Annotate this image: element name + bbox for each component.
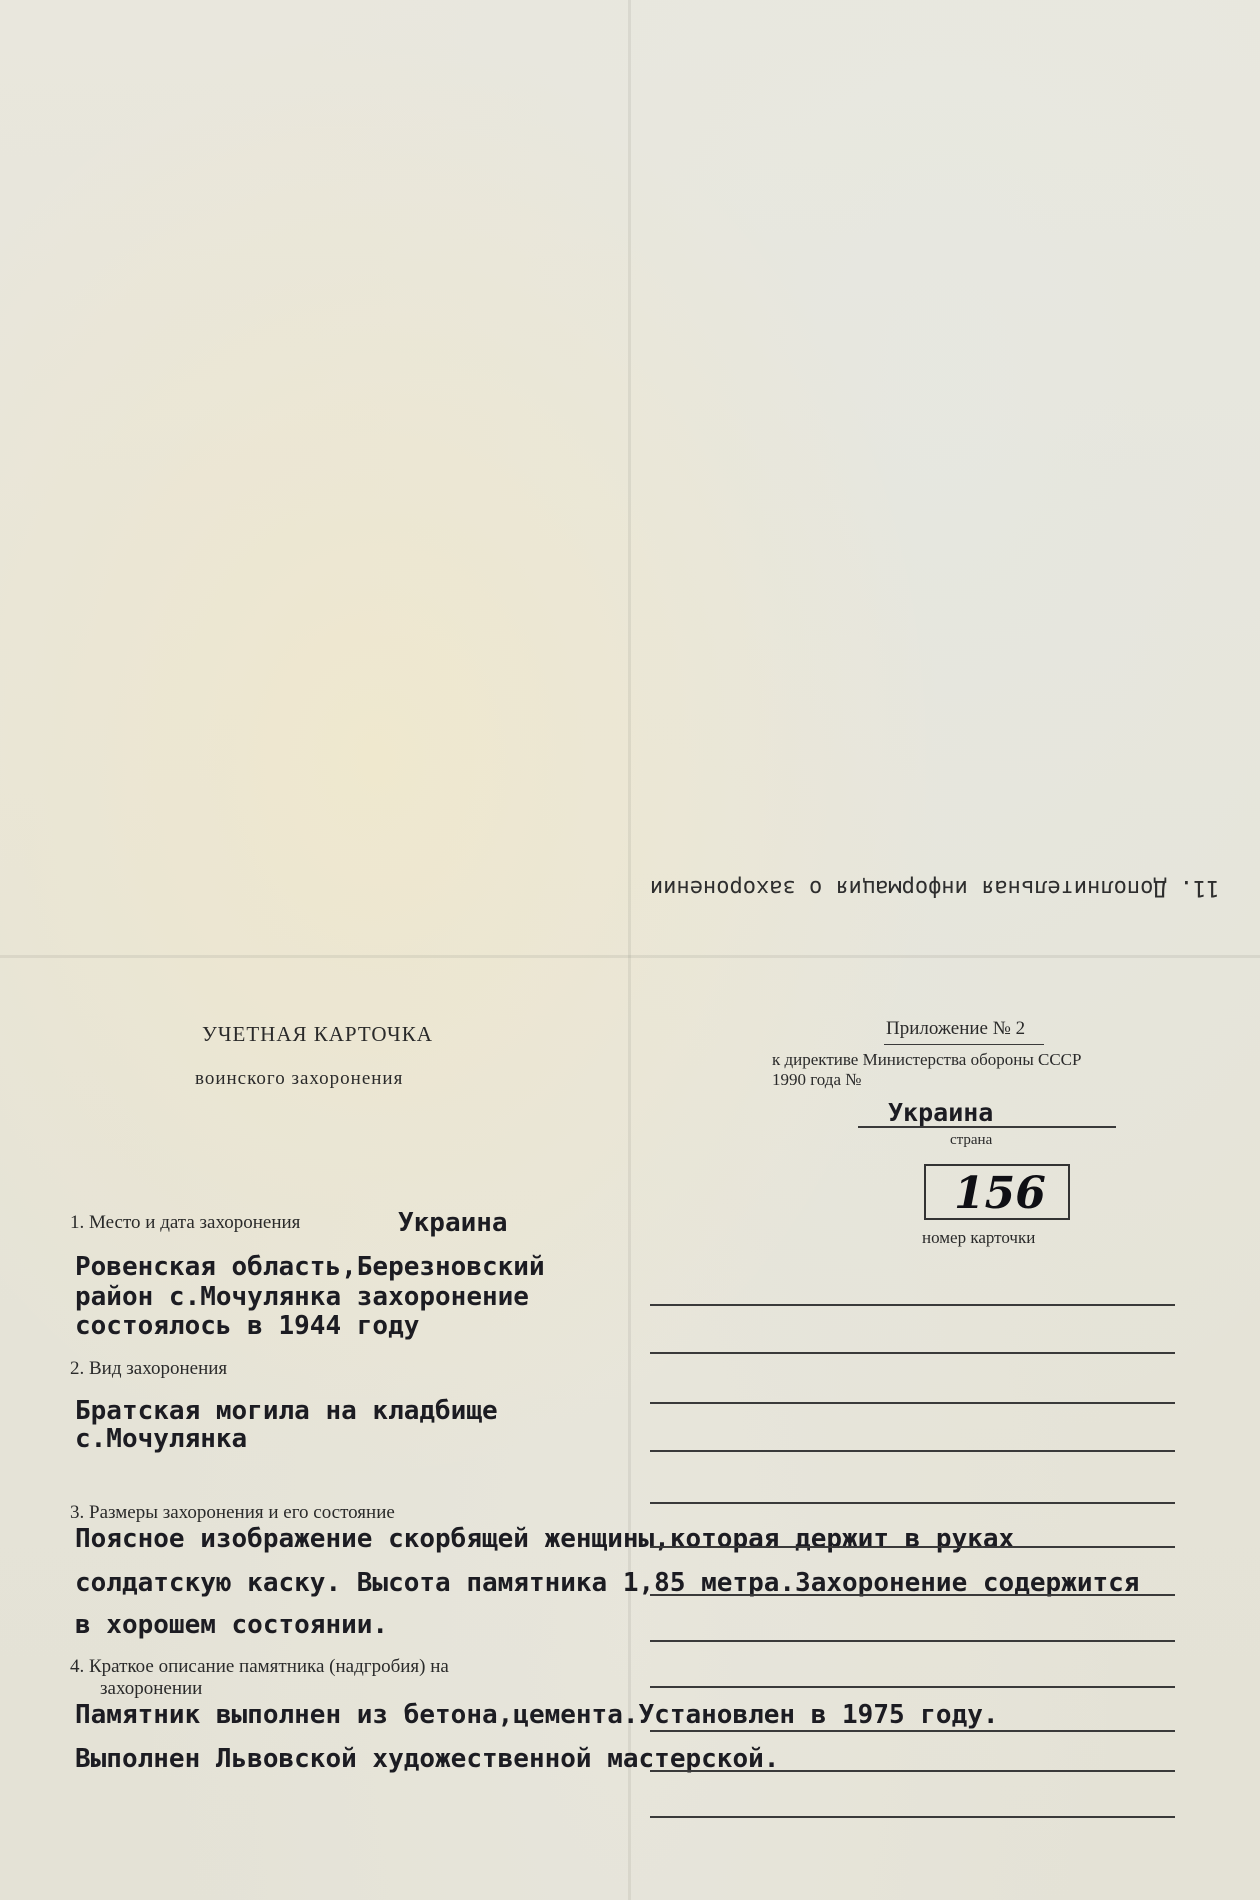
appendix-underline bbox=[884, 1044, 1044, 1045]
appendix-line-1: к директиве Министерства обороны СССР bbox=[772, 1050, 1082, 1069]
rule-7 bbox=[650, 1594, 1175, 1596]
rule-12 bbox=[650, 1816, 1175, 1818]
upside-down-note: 11. Дополнительная информация о захоронении bbox=[650, 875, 1220, 900]
field-monument-line-2: Выполнен Львовской художественной мастерской. bbox=[75, 1744, 780, 1774]
fold-vertical bbox=[628, 0, 631, 1900]
country-line bbox=[858, 1126, 1116, 1128]
card-number-caption: номер карточки bbox=[922, 1228, 1036, 1247]
rule-8 bbox=[650, 1640, 1175, 1642]
field-monument-line-1: Памятник выполнен из бетона,цемента.Установлен в 1975 году. bbox=[75, 1700, 999, 1730]
field-place-line-1: Ровенская область,Березновский bbox=[75, 1252, 545, 1282]
card-subtitle: воинского захоронения bbox=[195, 1068, 404, 1089]
field-type-label: 2. Вид захоронения bbox=[70, 1358, 228, 1379]
rule-11 bbox=[650, 1770, 1175, 1772]
field-monument-label-1: 4. Краткое описание памятника (надгробия) на bbox=[70, 1656, 449, 1677]
field-size-label: 3. Размеры захоронения и его состояние bbox=[70, 1502, 395, 1523]
country-value: Украина bbox=[888, 1098, 994, 1127]
rule-5 bbox=[650, 1502, 1175, 1504]
field-place-label: 1. Место и дата захоронения bbox=[70, 1212, 301, 1233]
card-title: УЧЕТНАЯ КАРТОЧКА bbox=[202, 1022, 433, 1046]
rule-6 bbox=[650, 1546, 1175, 1548]
rule-10 bbox=[650, 1730, 1175, 1732]
field-size-line-3: в хорошем состоянии. bbox=[75, 1610, 389, 1640]
field-monument-label-2: захоронении bbox=[100, 1678, 203, 1699]
rule-3 bbox=[650, 1402, 1175, 1404]
card-number-box bbox=[924, 1164, 1070, 1220]
field-type-line-2: с.Мочулянка bbox=[75, 1424, 248, 1454]
rule-2 bbox=[650, 1352, 1175, 1354]
rule-9 bbox=[650, 1686, 1175, 1688]
field-place-line-2: район с.Мочулянка захоронение bbox=[75, 1282, 529, 1312]
appendix-line-2: 1990 года № bbox=[772, 1070, 862, 1089]
card-number-value: 156 bbox=[954, 1168, 1046, 1219]
country-caption: страна bbox=[950, 1132, 993, 1148]
field-type-line-1: Братская могила на кладбище bbox=[75, 1396, 498, 1426]
appendix-label: Приложение № 2 bbox=[886, 1018, 1026, 1039]
rule-1 bbox=[650, 1304, 1175, 1306]
rule-4 bbox=[650, 1450, 1175, 1452]
field-place-inline: Украина bbox=[398, 1208, 508, 1238]
field-place-line-3: состоялось в 1944 году bbox=[75, 1311, 420, 1341]
field-size-line-2: солдатскую каску. Высота памятника 1,85 метра.Захоронение содержится bbox=[75, 1568, 1140, 1598]
field-size-line-1: Поясное изображение скорбящей женщины,которая держит в руках bbox=[75, 1524, 1015, 1554]
fold-horizontal bbox=[0, 955, 1260, 958]
